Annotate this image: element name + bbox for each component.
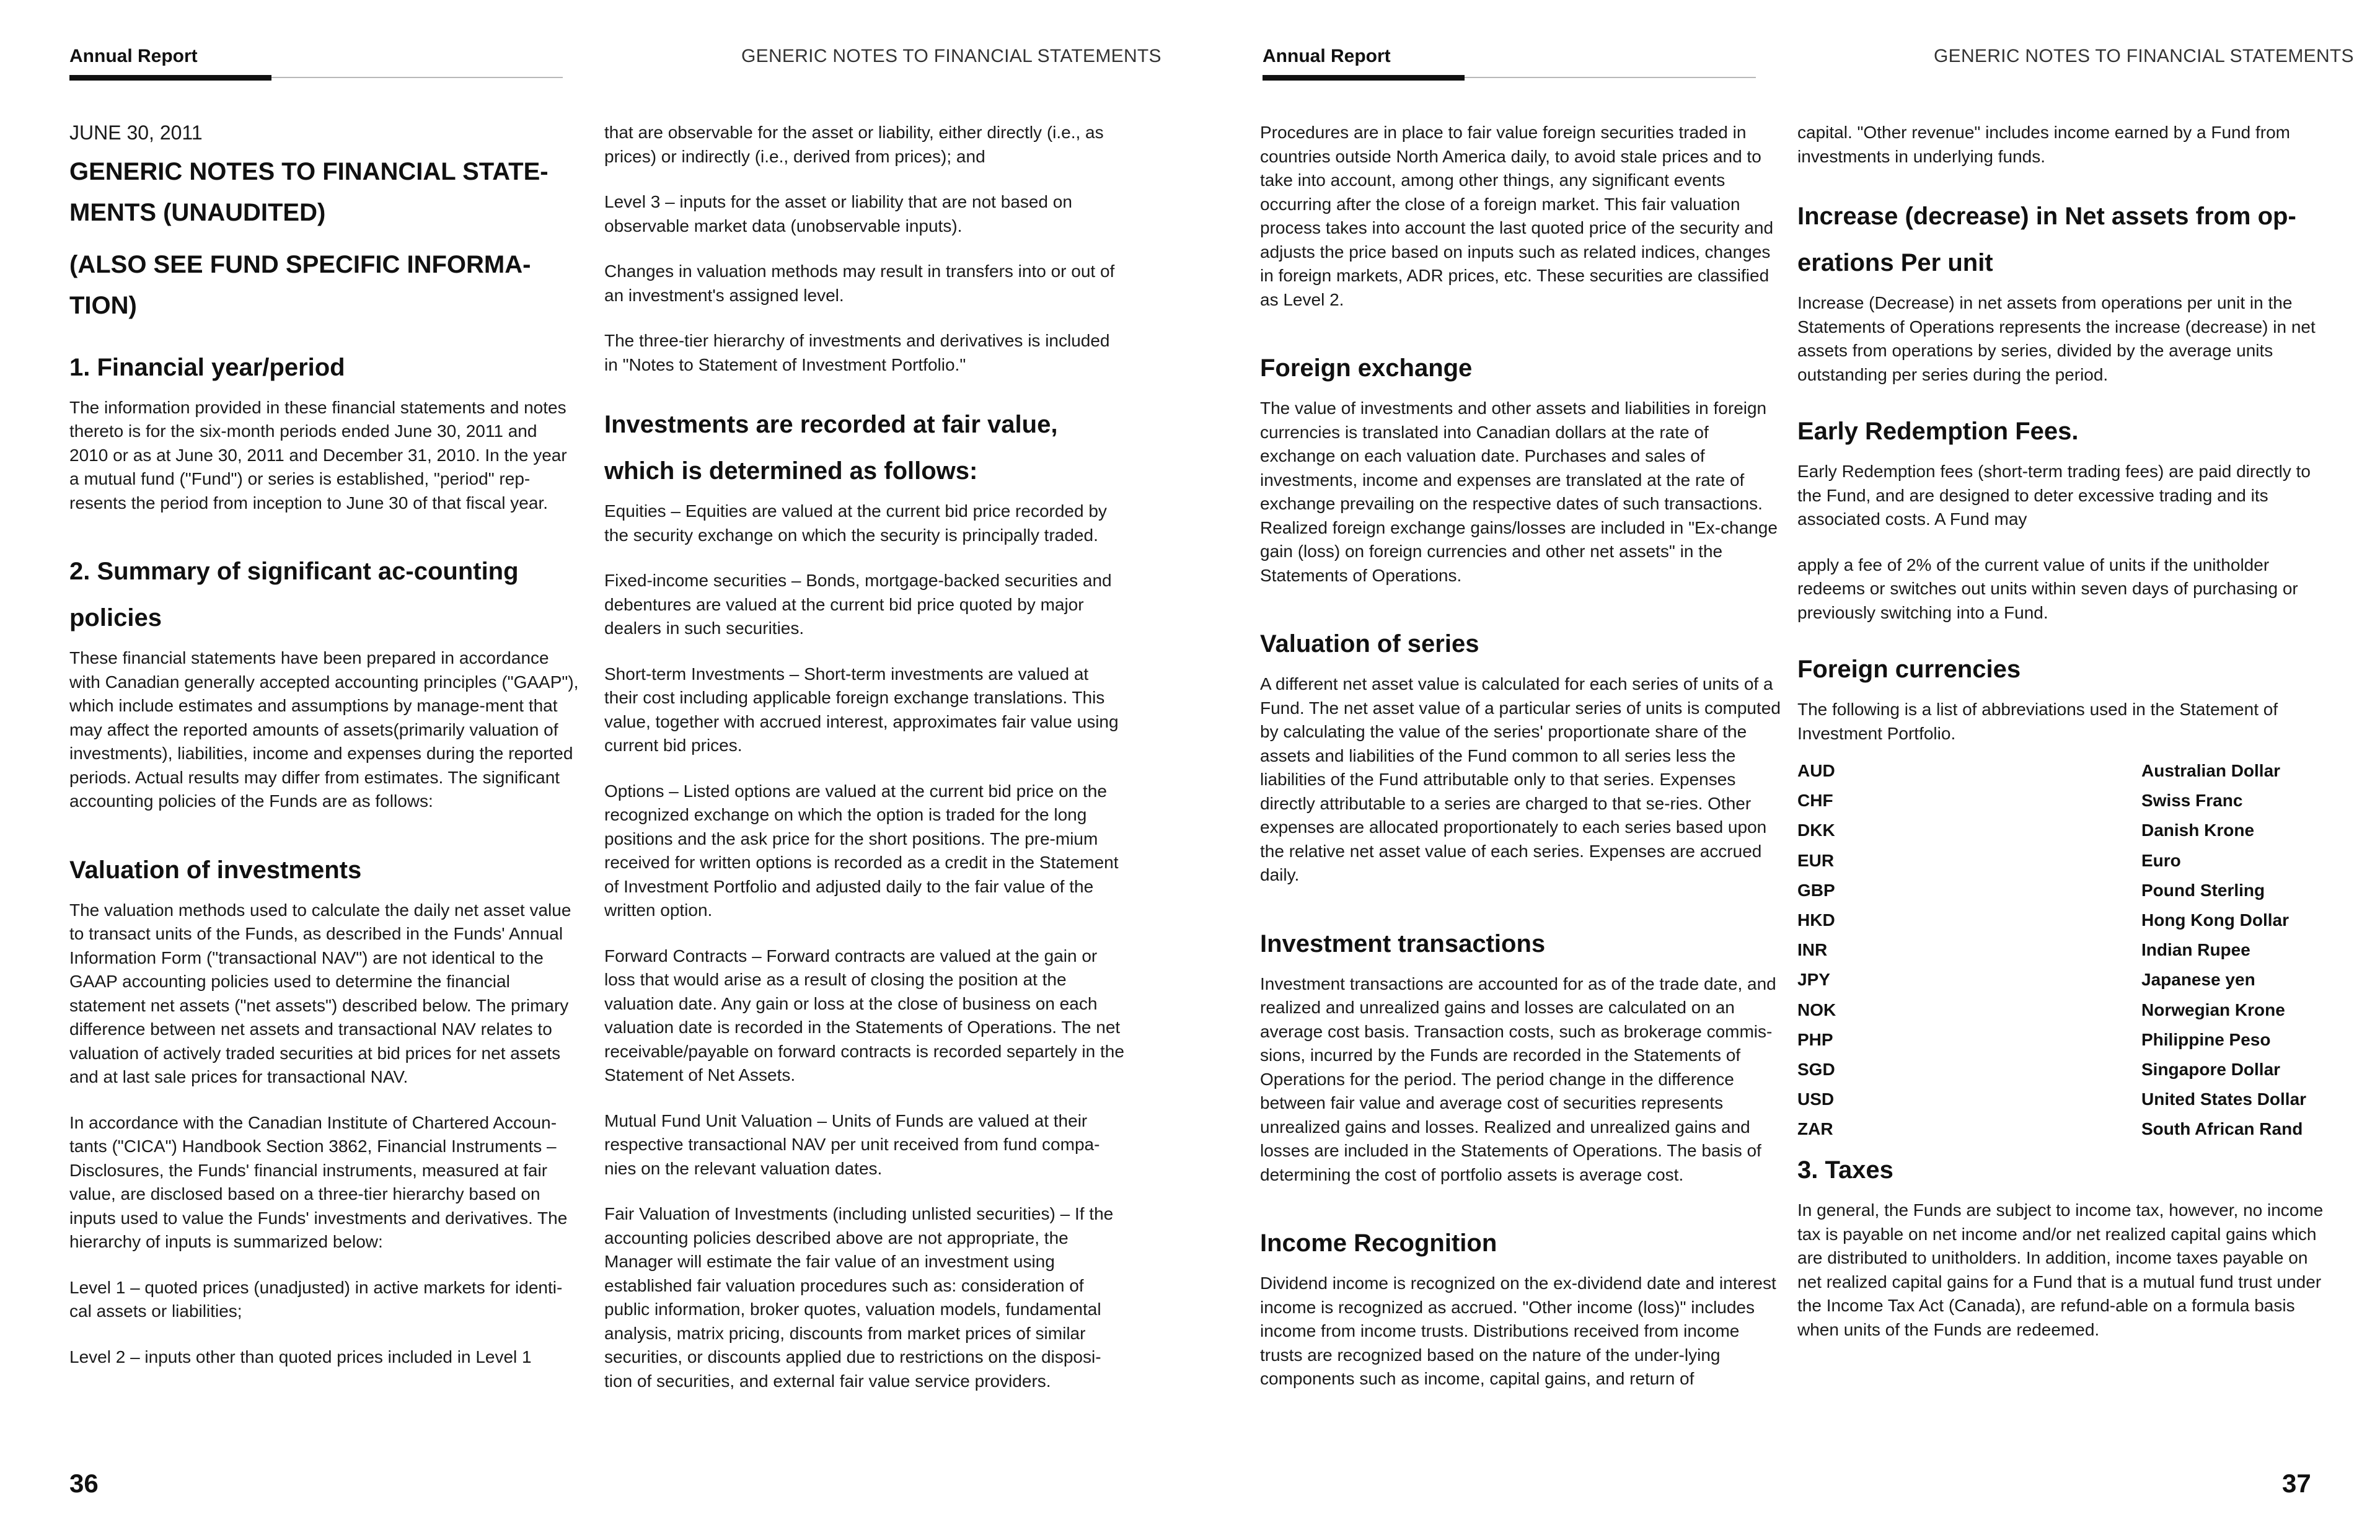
currency-row: [1797, 1058, 2324, 1088]
paragraph-mutual-fund-valuation: Mutual Fund Unit Valuation – Units of Funds are valued at their respective transactional NAV per unit received from fund compa-nies on the relevant valuation dates.: [604, 1111, 1100, 1178]
paragraph-fixed-income: Fixed-income securities – Bonds, mortgage-backed securities and debentures are valued at the current bid price quoted by major dealers in such securities.: [604, 571, 1112, 638]
currency-row: [1797, 909, 2324, 938]
currency-row: [1797, 819, 2324, 848]
currency-name: Danish Krone: [2141, 821, 2255, 840]
currency-code: AUD: [1797, 761, 1835, 780]
paragraph-summary-policies: These financial statements have been prepared in accordance with Canadian generally accepted accounting principles ("GAAP"), which include estimates and assumptions by manage-ment that may affect the reported amounts of assets(primarily valuation of investments), liabilities, income and expenses during the reported periods. Actual results may differ from estimates. The significant accounting policies of the Funds are as follows:: [69, 648, 579, 811]
report-date: JUNE 30, 2011: [69, 121, 203, 144]
paragraph-valuation-1: The valuation methods used to calculate the daily net asset value to transact units of the Funds, as described in the Funds' Annual Information Form ("transactional NAV") are not identical to the GAAP accounting policies used to determine the financial statement net assets ("net assets") described below. The primary difference between net assets and transactional NAV relates to valuation of actively traded securities at bid prices for net assets and at last sale prices for transactional NAV.: [69, 900, 571, 1086]
currency-code: EUR: [1797, 850, 1835, 870]
paragraph-early-redemption-2: apply a fee of 2% of the current value of units if the unitholder redeems or switches out units within seven days of purchasing or previously switching into a Fund.: [1797, 555, 2298, 622]
paragraph-investment-transactions: Investment transactions are accounted for as of the trade date, and realized and unrealized gains and losses are calculated on an average cost basis. Transaction costs, such as brokerage commis-sions, incurred by the Funds are recorded in the Statements of Operations for the period. The period change in the difference between fair value and average cost of securities represents unrealized gains and losses. Realized and unrealized gains and losses are included in the Statements of Operations. The basis of determining the cost of portfolio assets is average cost.: [1260, 974, 1776, 1184]
currency-name: Euro: [2141, 850, 2181, 870]
page-number: 37: [2282, 1469, 2311, 1498]
paragraph-valuation-2: In accordance with the Canadian Institute of Chartered Accoun-tants ("CICA") Handbook Section 3862, Financial Instruments – Disclosures, the Funds' financial instruments, measured at fair value, are disclosed based on a three-tier hierarchy based on inputs used to value the Funds' investments and derivatives. The hierarchy of inputs is summarized below:: [69, 1112, 568, 1251]
currency-row: [1797, 1117, 2324, 1147]
currency-code: GBP: [1797, 880, 1835, 900]
paragraph-fair-valuation: Fair Valuation of Investments (including unlisted securities) – If the accounting policies described above are not appropriate, the Manager will estimate the fair value of an investment using established fair valuation procedures such as: consideration of public information, broker quotes, valuation models, fundamental analysis, matrix pricing, discounts from market prices of similar securities, or discounts applied due to restrictions on the disposi-tion of securities, and external fair value service providers.: [604, 1204, 1114, 1391]
paragraph-valuation-series: A different net asset value is calculated for each series of units of a Fund. The net asset value of a particular series of units is computed by calculating the value of the series' proportionate share of the assets and liabilities of the Fund common to all series less the liabilities of the Fund attributable only to that series. Expenses directly attributable to a series are charged to that se-ries. Other expenses are allocated proportionately to each series based upon the relative net asset value of each series. Expenses are accrued daily.: [1260, 674, 1781, 884]
currency-code: JPY: [1797, 970, 1830, 990]
currency-row: [1797, 968, 2324, 998]
currency-code: SGD: [1797, 1059, 1835, 1079]
currency-name: Indian Rupee: [2141, 940, 2250, 960]
currency-name: Swiss Franc: [2141, 791, 2243, 811]
heading-valuation-series: Valuation of series: [1260, 630, 1479, 658]
currency-row: [1797, 879, 2324, 909]
paragraph-income-cont: capital. "Other revenue" includes income earned by a Fund from investments in underlying funds.: [1797, 123, 2290, 166]
currency-code: USD: [1797, 1089, 1835, 1109]
paragraph-forward-contracts: Forward Contracts – Forward contracts are valued at the gain or loss that would arise as a result of closing the position at the valuation date. Any gain or loss at the close of business on each valuation date is recorded in the Statements of Operations. The net receivable/payable on forward contracts is recorded separtely in the Statement of Net Assets.: [604, 946, 1124, 1085]
paragraph-foreign-exchange: The value of investments and other assets and liabilities in foreign currencies is translated into Canadian dollars at the rate of exchange on each valuation date. Purchases and sales of investments, income and expenses are translated at the rate of exchange prevailing on the respective dates of such transactions. Realized foreign exchange gains/losses are included in "Ex-change gain (loss) on foreign currencies and other net assets" in the Statements of Operations.: [1260, 398, 1778, 585]
currency-row: [1797, 1028, 2324, 1058]
currency-name: United States Dollar: [2141, 1089, 2307, 1109]
heading-investment-transactions: Investment transactions: [1260, 930, 1546, 957]
paragraph-level-2-start: Level 2 – inputs other than quoted prices included in Level 1: [69, 1347, 532, 1366]
paragraph-increase-decrease: Increase (Decrease) in net assets from operations per unit in the Statements of Operations represents the increase (decrease) in net assets from operations by series, divided by the average units outstanding per series during the period.: [1797, 293, 2316, 384]
paragraph-level-3: Level 3 – inputs for the asset or liability that are not based on observable market data (unobservable inputs).: [604, 192, 1072, 235]
currency-name: Japanese yen: [2141, 970, 2255, 990]
currency-code: NOK: [1797, 1000, 1836, 1019]
currency-code: ZAR: [1797, 1119, 1833, 1139]
heading-income-recognition: Income Recognition: [1260, 1230, 1497, 1257]
paragraph-financial-year: The information provided in these financial statements and notes thereto is for the six-month periods ended June 30, 2011 and 2010 or as at June 30, 2011 and December 31, 2010. In the year a mutual fund ("Fund") or series is established, "period" rep-resents the period from inception to June 30 of that fiscal year.: [69, 397, 567, 513]
currency-row: [1797, 789, 2324, 819]
column-2: [604, 121, 1125, 1415]
currency-code: INR: [1797, 940, 1828, 960]
paragraph-changes: Changes in valuation methods may result in transfers into or out of an investment's assigned level.: [604, 262, 1115, 305]
heading-increase-decrease: Increase (decrease) in Net assets from op-erations Per unit: [1797, 203, 2296, 276]
header-label: Annual Report: [69, 46, 198, 66]
currency-row: [1797, 938, 2324, 968]
paragraph-level-2-cont: that are observable for the asset or liability, either directly (i.e., as prices) or indirectly (i.e., derived from prices); and: [604, 123, 1104, 166]
paragraph-income-recognition: Dividend income is recognized on the ex-dividend date and interest income is recognized as accrued. "Other income (loss)" includes income from income trusts. Distributions received from income trusts are recognized based on the nature of the under-lying components such as income, capital gains, and return of: [1260, 1274, 1776, 1388]
currency-name: Australian Dollar: [2141, 761, 2281, 780]
paragraph-short-term: Short-term Investments – Short-term investments are valued at their cost including applicable foreign exchange translations. This value, together with accrued interest, approximates fair value using current bid prices.: [604, 664, 1119, 755]
paragraph-early-redemption-1: Early Redemption fees (short-term trading fees) are paid directly to the Fund, and are designed to deter excessive trading and its associated costs. A Fund may: [1797, 462, 2311, 529]
paragraph-equities: Equities – Equities are valued at the current bid price recorded by the security exchange on which the security is principally traded.: [604, 501, 1107, 545]
running-header-left: [1263, 46, 1756, 78]
heading-summary-policies: 2. Summary of significant ac-counting policies: [69, 558, 519, 631]
currency-code: HKD: [1797, 910, 1835, 930]
header-title: GENERIC NOTES TO FINANCIAL STATEMENTS: [1934, 46, 2354, 66]
heading-early-redemption: Early Redemption Fees.: [1797, 418, 2079, 445]
paragraph-three-tier: The three-tier hierarchy of investments and derivatives is included in "Notes to Statement of Investment Portfolio.": [604, 331, 1110, 374]
heading-fair-value: Investments are recorded at fair value, which is determined as follows:: [604, 411, 1058, 485]
heading-taxes: 3. Taxes: [1797, 1156, 1893, 1184]
header-label: Annual Report: [1263, 46, 1391, 66]
paragraph-taxes: In general, the Funds are subject to income tax, however, no income tax is payable on net income and/or net realized capital gains which are distributed to unitholders. In addition, income taxes payable on net realized capital gains for a Fund that is a mutual fund trust under the Income Tax Act (Canada), are refund-able on a formula basis when units of the Funds are redeemed.: [1797, 1200, 2324, 1339]
column-4: [1797, 121, 2324, 1363]
column-1: [69, 121, 579, 1391]
currency-table: [1797, 759, 2324, 1147]
page-number: 36: [69, 1469, 99, 1498]
currency-code: DKK: [1797, 821, 1835, 840]
currency-name: Hong Kong Dollar: [2141, 910, 2289, 930]
currency-name: South African Rand: [2141, 1119, 2303, 1139]
header-accent-bar: [1263, 75, 1465, 81]
header-title: GENERIC NOTES TO FINANCIAL STATEMENTS: [741, 46, 1161, 66]
column-3: [1260, 121, 1782, 1413]
page-title: GENERIC NOTES TO FINANCIAL STATE-MENTS (UNAUDITED): [69, 157, 549, 226]
currency-name: Philippine Peso: [2141, 1029, 2271, 1049]
currency-code: PHP: [1797, 1029, 1833, 1049]
currency-name: Pound Sterling: [2141, 880, 2265, 900]
currency-row: [1797, 998, 2324, 1028]
heading-valuation-investments: Valuation of investments: [69, 856, 362, 884]
page-37: [1190, 0, 2380, 1540]
running-header-left: [69, 46, 563, 78]
paragraph-options: Options – Listed options are valued at the current bid price on the recognized exchange on which the option is traded for the long positions and the ask price for the short positions. The pre-mium received for written options is recorded as a credit in the Statement of Investment Portfolio and adjusted daily to the fair value of the written option.: [604, 781, 1119, 920]
currency-name: Singapore Dollar: [2141, 1059, 2281, 1079]
header-accent-bar: [69, 75, 271, 81]
paragraph-foreign-currencies: The following is a list of abbreviations used in the Statement of Investment Portfolio.: [1797, 700, 2278, 743]
heading-foreign-currencies: Foreign currencies: [1797, 656, 2021, 683]
currency-row: [1797, 759, 2324, 789]
currency-row: [1797, 849, 2324, 879]
currency-row: [1797, 1088, 2324, 1117]
heading-financial-year: 1. Financial year/period: [69, 353, 345, 381]
currency-name: Norwegian Krone: [2141, 1000, 2285, 1019]
paragraph-level-1: Level 1 – quoted prices (unadjusted) in active markets for identi-cal assets or liabilities;: [69, 1277, 563, 1321]
currency-code: CHF: [1797, 791, 1833, 811]
heading-foreign-exchange: Foreign exchange: [1260, 354, 1473, 382]
paragraph-procedures: Procedures are in place to fair value foreign securities traded in countries outside North America daily, to avoid stale prices and to take into account, among other things, any significant events occurring after the close of a foreign market. This fair valuation process takes into account the last quoted price of the security and adjusts the price based on inputs such as related indices, changes in foreign markets, ADR prices, etc. These securities are classified as Level 2.: [1260, 123, 1774, 309]
page-subtitle: (ALSO SEE FUND SPECIFIC INFORMA-TION): [69, 250, 531, 319]
